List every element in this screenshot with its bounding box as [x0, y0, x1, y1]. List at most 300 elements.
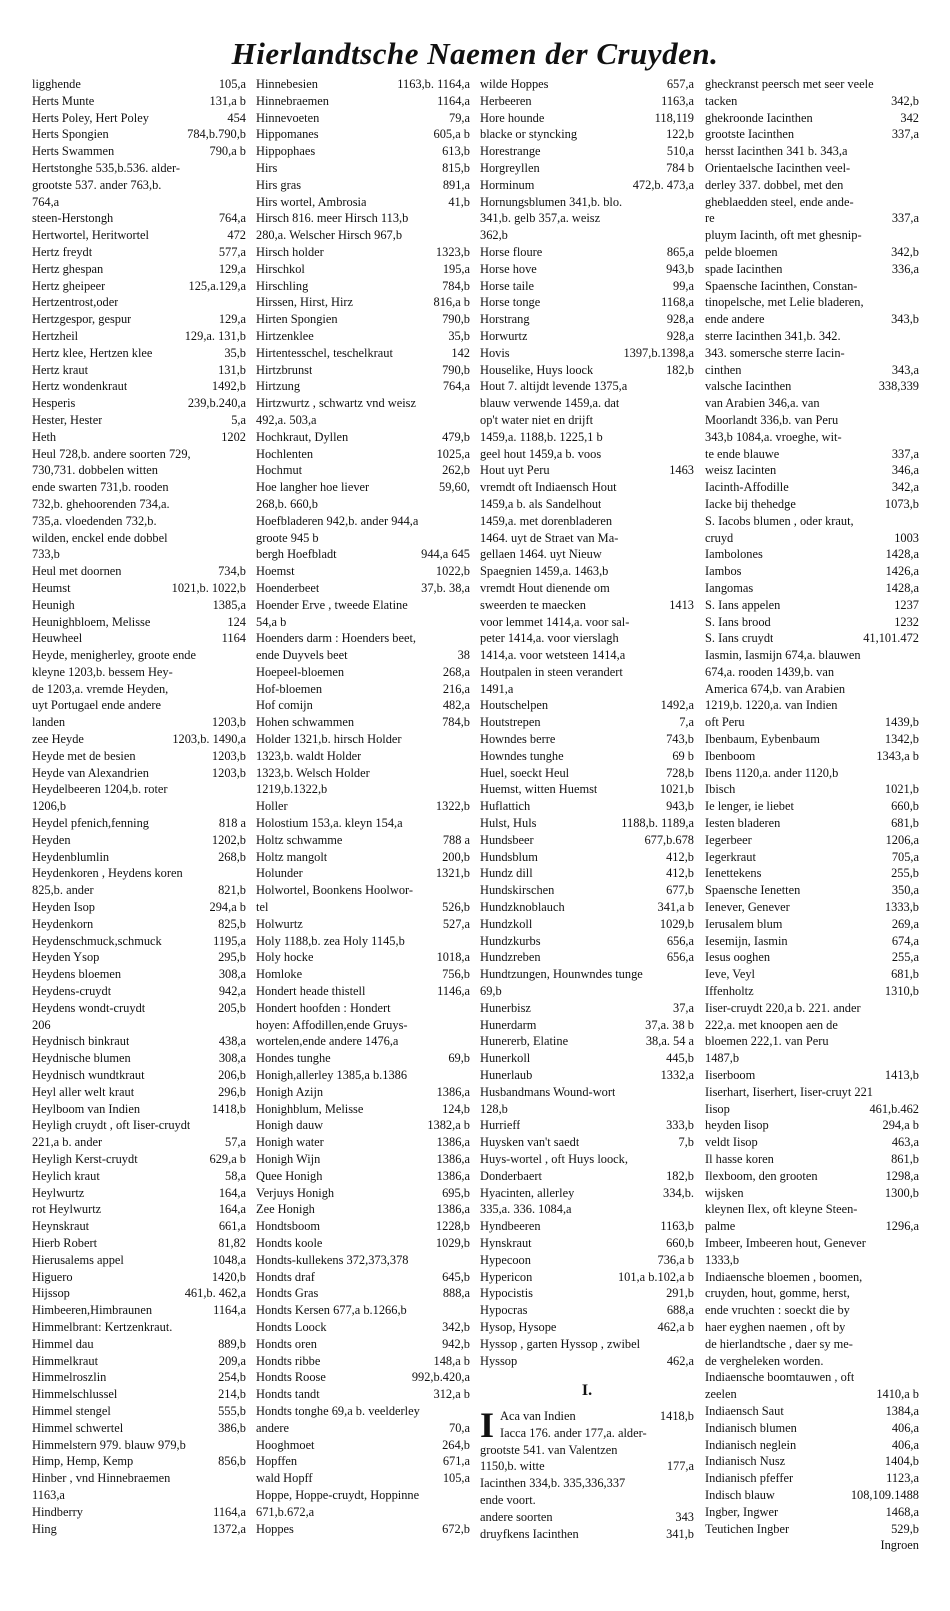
- index-entry: [480, 278, 694, 295]
- entry-reference: 1123,a: [886, 1471, 919, 1486]
- entry-reference: 312,a b: [433, 1387, 470, 1402]
- entry-reference: 821,b: [218, 883, 246, 898]
- entry-reference: 1298,a: [885, 1168, 919, 1183]
- entry-reference: 1428,a: [885, 580, 919, 595]
- entry-term: Heyde, menigherley, groote ende: [32, 648, 196, 663]
- entry-term: Homloke: [256, 967, 303, 982]
- index-entry: [480, 748, 694, 765]
- index-entry: [480, 1235, 694, 1252]
- entry-term: Himmel stengel: [32, 1403, 111, 1418]
- entry-reference: 342,b: [442, 1319, 470, 1334]
- entry-reference: 1164,a: [213, 1504, 246, 1519]
- entry-reference: 790,b: [442, 362, 470, 377]
- index-entry: [32, 496, 246, 513]
- entry-term: bloemen 222,1. van Peru: [705, 1034, 829, 1049]
- index-entry: [32, 328, 246, 345]
- entry-term: Hundz dill: [480, 866, 533, 881]
- index-entry: [480, 1408, 694, 1425]
- index-entry: [480, 714, 694, 731]
- entry-term: Indianisch blumen: [705, 1420, 797, 1435]
- index-entry: [32, 748, 246, 765]
- entry-reference: 124: [227, 614, 246, 629]
- index-entry: [32, 916, 246, 933]
- entry-term: Iesten bladeren: [705, 816, 781, 831]
- index-entry: [32, 1420, 246, 1437]
- index-entry: [32, 1017, 246, 1034]
- entry-term: wilde Hoppes: [480, 77, 549, 91]
- entry-term: Hypocistis: [480, 1286, 534, 1301]
- entry-reference: 7,b: [678, 1135, 694, 1150]
- entry-reference: 1426,a: [885, 564, 919, 579]
- index-entry: [480, 647, 694, 664]
- entry-reference: 681,b: [891, 816, 919, 831]
- entry-term: Hertzentrost,oder: [32, 295, 119, 310]
- index-entry: [256, 563, 470, 580]
- index-entry: [705, 1151, 919, 1168]
- entry-term: Hester, Hester: [32, 412, 103, 427]
- entry-term: Iacinth-Affodille: [705, 480, 789, 495]
- index-entry: [480, 630, 694, 647]
- index-entry: [32, 1201, 246, 1218]
- index-entry: [32, 513, 246, 530]
- entry-term: haer eyghen naemen , oft by: [705, 1319, 846, 1334]
- entry-term: Heydenblumlin: [32, 849, 110, 864]
- entry-reference: 1492,a: [660, 698, 694, 713]
- entry-reference: 756,b: [442, 967, 470, 982]
- index-column-2: [256, 76, 470, 1537]
- index-entry: [32, 1453, 246, 1470]
- entry-reference: 1439,b: [884, 715, 919, 730]
- entry-term: Hoemst: [256, 564, 295, 579]
- entry-term: hoyen: Affodillen,ende Gruys-: [256, 1017, 408, 1032]
- index-entry: [256, 580, 470, 597]
- entry-reference: 472: [227, 228, 246, 243]
- index-entry: [256, 949, 470, 966]
- entry-term: 671,b.672,a: [256, 1504, 315, 1519]
- index-entry: [256, 1084, 470, 1101]
- entry-term: Hyssop: [480, 1353, 518, 1368]
- entry-reference: 784 b: [666, 160, 694, 175]
- entry-term: Hoefbladeren 942,b. ander 944,a: [256, 513, 419, 528]
- entry-reference: 784,b: [442, 715, 470, 730]
- entry-term: Holler: [256, 799, 288, 814]
- index-entry: [705, 1319, 919, 1336]
- entry-reference: 294,a b: [209, 900, 246, 915]
- entry-reference: 888,a: [442, 1286, 470, 1301]
- entry-reference: 942,a: [218, 984, 246, 999]
- index-entry: [32, 580, 246, 597]
- entry-reference: 1146,a: [437, 984, 470, 999]
- entry-reference: 342,a: [891, 480, 919, 495]
- entry-reference: 861,b: [891, 1152, 919, 1166]
- entry-term: Holder 1321,b. hirsch Holder: [256, 732, 402, 747]
- entry-reference: 1323,b: [435, 244, 470, 259]
- index-entry: [256, 1353, 470, 1370]
- entry-term: Hundskirschen: [480, 883, 555, 898]
- index-entry: [256, 1067, 470, 1084]
- index-entry: [256, 1269, 470, 1286]
- entry-term: Horminum: [480, 177, 535, 192]
- index-entry: [32, 76, 246, 93]
- index-entry: [256, 1000, 470, 1017]
- index-entry: [32, 1235, 246, 1252]
- entry-reference: 1203,b: [211, 748, 246, 763]
- index-entry: [705, 395, 919, 412]
- index-entry: [256, 1386, 470, 1403]
- entry-term: Hondert heade thistell: [256, 984, 366, 999]
- index-entry: [705, 563, 919, 580]
- entry-reference: 454: [227, 110, 246, 125]
- entry-reference: 108,109.1488: [850, 1487, 919, 1502]
- index-entry: [256, 328, 470, 345]
- entry-reference: 195,a: [442, 261, 470, 276]
- entry-term: Hondts ribbe: [256, 1353, 321, 1368]
- index-entry: [480, 1017, 694, 1034]
- entry-reference: 1073,b: [884, 496, 919, 511]
- entry-reference: 38: [457, 648, 470, 663]
- entry-term: ende andere: [705, 312, 765, 327]
- index-entry: [480, 1067, 694, 1084]
- entry-reference: 671,a: [442, 1454, 470, 1469]
- entry-reference: 1410,a b: [876, 1387, 919, 1402]
- index-entry: [705, 496, 919, 513]
- entry-term: Honigh dauw: [256, 1118, 324, 1133]
- entry-term: Herts Munte: [32, 93, 95, 108]
- index-entry: [256, 1403, 470, 1420]
- entry-term: spade Iacinthen: [705, 261, 783, 276]
- entry-term: ghekroonde Iacinthen: [705, 110, 813, 125]
- entry-reference: 613,b: [442, 144, 470, 159]
- index-entry: [256, 1285, 470, 1302]
- index-entry: [32, 664, 246, 681]
- entry-reference: 79,a: [449, 110, 470, 125]
- index-entry: [256, 731, 470, 748]
- index-entry: [32, 362, 246, 379]
- entry-term: Hout uyt Peru: [480, 463, 550, 478]
- entry-reference: 645,b: [442, 1269, 470, 1284]
- entry-reference: 825,b: [218, 916, 246, 931]
- index-entry: [256, 278, 470, 295]
- entry-term: 1163,a: [32, 1487, 65, 1502]
- entry-term: Heydens bloemen: [32, 967, 122, 982]
- entry-term: blauw verwende 1459,a. dat: [480, 396, 620, 411]
- index-entry: [705, 597, 919, 614]
- entry-term: de vergheleken worden.: [705, 1353, 824, 1368]
- index-entry: [480, 983, 694, 1000]
- index-entry: [705, 1017, 919, 1034]
- entry-term: Himmelkraut: [32, 1353, 99, 1368]
- entry-term: Ingber, Ingwer: [705, 1504, 779, 1519]
- entry-reference: 688,a: [666, 1303, 694, 1318]
- entry-term: Heydenkorn: [32, 916, 94, 931]
- entry-reference: 268,b: [218, 849, 246, 864]
- entry-term: Hondts Roose: [256, 1370, 326, 1385]
- index-entry: [480, 143, 694, 160]
- entry-term: Heunigh: [32, 597, 75, 612]
- index-entry: [480, 1050, 694, 1067]
- index-entry: [32, 865, 246, 882]
- entry-reference: 1203,b: [211, 765, 246, 780]
- index-entry: [32, 395, 246, 412]
- entry-term: Hinber , vnd Hinnebraemen: [32, 1471, 171, 1486]
- index-entry: [256, 160, 470, 177]
- index-entry: [480, 781, 694, 798]
- entry-reference: 784,b.790,b: [187, 127, 246, 142]
- entry-term: Hertz klee, Hertzen klee: [32, 345, 153, 360]
- entry-term: Teutichen Ingber: [705, 1521, 790, 1536]
- entry-term: Hysop, Hysope: [480, 1319, 557, 1334]
- entry-term: wilden, enckel ende dobbel: [32, 530, 168, 545]
- index-entry: [480, 1475, 694, 1492]
- index-entry: [480, 462, 694, 479]
- index-entry: [32, 126, 246, 143]
- index-entry: [705, 76, 919, 93]
- entry-reference: 1025,a: [436, 446, 470, 461]
- index-entry: [480, 614, 694, 631]
- index-entry: [32, 1084, 246, 1101]
- entry-term: grootste Iacinthen: [705, 127, 795, 142]
- index-entry: [705, 1285, 919, 1302]
- index-entry: [480, 294, 694, 311]
- entry-term: America 674,b. van Arabien: [705, 681, 846, 696]
- entry-reference: 1164,a: [213, 1303, 246, 1318]
- index-entry: [32, 278, 246, 295]
- entry-reference: 856,b: [218, 1454, 246, 1469]
- entry-reference: 41,101.472: [863, 631, 919, 646]
- entry-reference: 479,b: [442, 429, 470, 444]
- index-entry: [256, 1017, 470, 1034]
- index-entry: [480, 1117, 694, 1134]
- index-entry: [256, 815, 470, 832]
- entry-term: Orientaelsche Iacinthen veel-: [705, 160, 851, 175]
- index-entry: [256, 446, 470, 463]
- entry-term: Herts Spongien: [32, 127, 109, 142]
- entry-term: Iiserboom: [705, 1068, 756, 1083]
- entry-reference: 555,b: [218, 1403, 246, 1418]
- entry-term: Hierusalems appel: [32, 1252, 124, 1267]
- index-entry: [256, 1201, 470, 1218]
- entry-reference: 1029,b: [659, 916, 694, 931]
- entry-reference: 412,b: [666, 849, 694, 864]
- entry-reference: 445,b: [666, 1051, 694, 1066]
- entry-term: Iacke bij thehedge: [705, 496, 796, 511]
- entry-term: Hondts tonghe 69,a b. veelderley: [256, 1403, 420, 1418]
- index-entry: [480, 664, 694, 681]
- entry-reference: 672,b: [442, 1521, 470, 1536]
- index-entry: [256, 1050, 470, 1067]
- entry-reference: 1048,a: [212, 1252, 246, 1267]
- entry-term: Indianisch pfeffer: [705, 1471, 794, 1486]
- entry-term: 764,a: [32, 194, 60, 209]
- index-entry: [480, 731, 694, 748]
- entry-reference: 406,a: [891, 1437, 919, 1452]
- entry-term: Hierb Robert: [32, 1235, 98, 1250]
- entry-term: Himmelbrant: Kertzenkraut.: [32, 1319, 173, 1334]
- entry-term: Herts Poley, Hert Poley: [32, 110, 149, 125]
- entry-reference: 1418,b: [211, 1101, 246, 1116]
- entry-reference: 1413: [669, 597, 694, 612]
- index-entry: [256, 916, 470, 933]
- index-entry: [705, 1537, 919, 1554]
- entry-reference: 629,a b: [209, 1152, 246, 1166]
- entry-term: cinthen: [705, 362, 742, 377]
- entry-reference: 695,b: [442, 1185, 470, 1200]
- entry-term: 1491,a: [480, 681, 514, 696]
- index-entry: [480, 899, 694, 916]
- entry-term: Ierusalem blum: [705, 916, 783, 931]
- entry-term: druyfkens Iacinthen: [480, 1526, 579, 1541]
- index-entry: [705, 1168, 919, 1185]
- entry-term: 1323,b. waldt Holder: [256, 748, 362, 763]
- entry-term: Himmelschlussel: [32, 1387, 118, 1402]
- index-entry: [705, 1185, 919, 1202]
- entry-reference: 124,b: [442, 1101, 470, 1116]
- index-entry: [480, 966, 694, 983]
- entry-reference: 889,b: [218, 1336, 246, 1351]
- entry-term: gheblaedden steel, ende ande-: [705, 194, 854, 209]
- index-entry: [256, 244, 470, 261]
- index-entry: [256, 1504, 470, 1521]
- entry-term: 735,a. vloedenden 732,b.: [32, 513, 157, 528]
- entry-term: Horse hove: [480, 261, 537, 276]
- entry-term: Iambolones: [705, 547, 763, 562]
- entry-term: S. Iacobs blumen , oder kraut,: [705, 513, 854, 528]
- entry-term: 1414,a. voor wetsteen 1414,a: [480, 648, 626, 663]
- index-entry: [32, 647, 246, 664]
- index-entry: [256, 177, 470, 194]
- entry-term: Howndes berre: [480, 732, 556, 747]
- entry-reference: 1195,a: [213, 933, 246, 948]
- entry-term: Ibisch: [705, 782, 736, 797]
- index-entry: [480, 227, 694, 244]
- letter-heading-i: I.: [581, 1382, 593, 1399]
- entry-term: Hyssop , garten Hyssop , zwibel: [480, 1336, 641, 1351]
- entry-term: Heul met doornen: [32, 564, 122, 579]
- index-entry: [32, 1386, 246, 1403]
- index-entry: [480, 93, 694, 110]
- entry-term: S. Ians brood: [705, 614, 771, 629]
- index-entry: [480, 949, 694, 966]
- entry-term: Hunererb, Elatine: [480, 1034, 569, 1049]
- index-entry: [480, 446, 694, 463]
- entry-term: Himp, Hemp, Kemp: [32, 1454, 134, 1469]
- entry-term: S. Ians cruydt: [705, 631, 774, 646]
- index-entry: [256, 311, 470, 328]
- entry-reference: 677,b.678: [644, 832, 694, 847]
- entry-reference: 1203,b: [211, 715, 246, 730]
- entry-reference: 527,a: [442, 916, 470, 931]
- entry-reference: 815,b: [442, 160, 470, 175]
- entry-term: Hondert hoofden : Hondert: [256, 1000, 391, 1015]
- entry-term: kleynen Ilex, oft kleyne Steen-: [705, 1202, 858, 1217]
- entry-term: Hondts Kersen 677,a b.1266,b: [256, 1303, 407, 1318]
- entry-reference: 205,b: [218, 1000, 246, 1015]
- entry-term: Hippomanes: [256, 127, 319, 142]
- entry-reference: 1321,b: [435, 866, 470, 881]
- entry-reference: 1164,a: [437, 93, 470, 108]
- index-entry: [705, 1050, 919, 1067]
- index-entry: [480, 1252, 694, 1269]
- entry-reference: 1029,b: [435, 1235, 470, 1250]
- entry-term: pluym Iacinth, oft met ghesnip-: [705, 228, 862, 243]
- entry-reference: 1232: [894, 614, 919, 629]
- entry-reference: 308,a: [218, 967, 246, 982]
- entry-term: hersst Iacinthen 341 b. 343,a: [705, 144, 848, 159]
- entry-term: Hertzgespor, gespur: [32, 312, 132, 327]
- entry-term: Imbeer, Imbeeren hout, Genever: [705, 1235, 866, 1250]
- entry-reference: 1163,b: [660, 1219, 694, 1234]
- entry-reference: 38,a. 54 a: [645, 1034, 694, 1049]
- entry-reference: 891,a: [442, 177, 470, 192]
- entry-reference: 200,b: [442, 849, 470, 864]
- entry-term: Hurrieff: [480, 1118, 521, 1133]
- entry-term: Iiser-cruydt 220,a b. 221. ander: [705, 1000, 861, 1015]
- entry-term: Heul 728,b. andere soorten 729,: [32, 446, 191, 461]
- entry-term: 1219,b. 1220,a. van Indien: [705, 698, 838, 713]
- index-entry: [256, 1168, 470, 1185]
- index-entry: [256, 412, 470, 429]
- index-entry: [256, 1487, 470, 1504]
- entry-term: Hirs: [256, 160, 278, 175]
- index-entry: [256, 110, 470, 127]
- entry-term: Spaensche Iacinthen, Constan-: [705, 278, 858, 293]
- entry-reference: 209,a: [218, 1353, 246, 1368]
- index-entry: [32, 1302, 246, 1319]
- entry-reference: 337,a: [891, 127, 919, 142]
- entry-term: Hundzkurbs: [480, 933, 541, 948]
- index-entry: [32, 630, 246, 647]
- index-entry: [480, 1353, 694, 1370]
- entry-reference: 1188,b. 1189,a: [621, 816, 694, 831]
- entry-reference: 1168,a: [661, 295, 694, 310]
- index-entry: [256, 697, 470, 714]
- entry-term: 732,b. ghehoorenden 734,a.: [32, 496, 170, 511]
- index-entry: [480, 76, 694, 93]
- entry-term: Horse floure: [480, 244, 543, 259]
- entry-term: Heylich kraut: [32, 1168, 100, 1183]
- entry-reference: 674,a: [891, 933, 919, 948]
- entry-term: heyden Iisop: [705, 1118, 769, 1133]
- entry-term: Horse taile: [480, 278, 535, 293]
- entry-reference: 1333,b: [884, 900, 919, 915]
- entry-reference: 605,a b: [433, 127, 470, 142]
- index-entry: [705, 446, 919, 463]
- entry-term: 1333,b: [705, 1252, 740, 1267]
- entry-reference: 677,b: [666, 883, 694, 898]
- index-entry: [256, 647, 470, 664]
- entry-reference: 1404,b: [884, 1454, 919, 1469]
- index-entry: [256, 614, 470, 631]
- entry-term: Hertz wondenkraut: [32, 379, 128, 394]
- index-entry: [480, 1442, 694, 1459]
- entry-term: Il hasse koren: [705, 1152, 774, 1166]
- entry-term: de hierlandtsche , daer sy me-: [705, 1336, 853, 1351]
- entry-term: Hulst, Huls: [480, 816, 537, 831]
- index-entry: [256, 1521, 470, 1538]
- entry-term: Ienettekens: [705, 866, 762, 881]
- index-entry: [705, 949, 919, 966]
- entry-reference: 928,a: [666, 328, 694, 343]
- index-entry: [256, 1319, 470, 1336]
- entry-reference: 1384,a: [885, 1403, 919, 1418]
- entry-reference: 350,a: [891, 883, 919, 898]
- index-entry: [256, 294, 470, 311]
- index-entry: [256, 227, 470, 244]
- entry-term: sterre Iacinthen 341,b. 342.: [705, 328, 841, 343]
- index-entry: [32, 1151, 246, 1168]
- index-entry: [256, 832, 470, 849]
- index-entry: [480, 849, 694, 866]
